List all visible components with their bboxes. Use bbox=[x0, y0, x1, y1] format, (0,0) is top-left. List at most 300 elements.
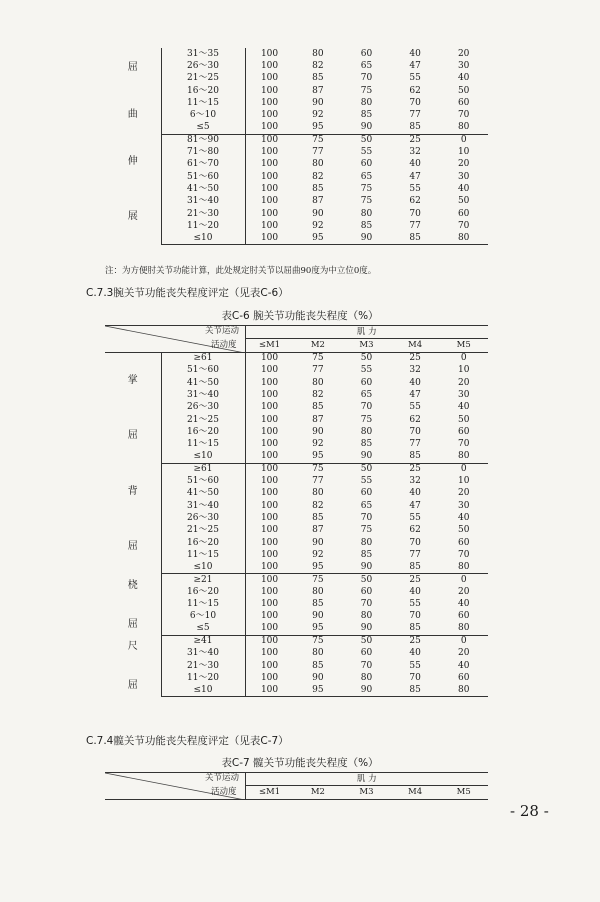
range-cell: 26～30 bbox=[161, 512, 245, 524]
value-cell: 60 bbox=[457, 208, 470, 219]
value-cell: 0 bbox=[460, 134, 467, 145]
table-row bbox=[105, 549, 488, 561]
elbow-function-table-continued bbox=[105, 48, 488, 245]
value-cell: 77 bbox=[409, 220, 421, 231]
range-cell: 61～70 bbox=[161, 159, 245, 171]
header-grade: M3 bbox=[342, 786, 391, 800]
range-cell: ≤10 bbox=[161, 232, 245, 244]
range-cell: ≤10 bbox=[161, 451, 245, 463]
table-row bbox=[105, 85, 488, 97]
value-cell: 100 bbox=[260, 171, 279, 182]
value-cell: 100 bbox=[260, 159, 279, 170]
value-cell: 80 bbox=[439, 623, 488, 635]
value-cell: 100 bbox=[260, 464, 279, 475]
value-cell: 50 bbox=[457, 196, 470, 207]
value-cell: 25 bbox=[409, 464, 421, 475]
value-cell: 70 bbox=[360, 599, 373, 610]
value-cell: 60 bbox=[457, 611, 470, 622]
value-cell: 60 bbox=[360, 377, 373, 388]
value-cell: 95 bbox=[294, 232, 343, 244]
value-cell: 40 bbox=[409, 586, 421, 597]
value-cell: 55 bbox=[360, 476, 373, 487]
value-cell: 20 bbox=[457, 488, 470, 499]
value-cell: 90 bbox=[342, 232, 391, 244]
value-cell: 20 bbox=[457, 159, 470, 170]
table-row bbox=[105, 414, 488, 426]
header-grade: ≤M1 bbox=[245, 339, 294, 353]
value-cell: 80 bbox=[360, 97, 373, 108]
motion-label bbox=[105, 463, 161, 574]
table-row bbox=[105, 672, 488, 684]
value-cell: 50 bbox=[360, 636, 373, 647]
value-cell: 65 bbox=[360, 390, 373, 401]
value-cell: 100 bbox=[260, 402, 279, 413]
value-cell: 82 bbox=[312, 390, 324, 401]
value-cell: 100 bbox=[260, 183, 279, 194]
table-row bbox=[105, 73, 488, 85]
page-number: - 28 - bbox=[510, 802, 549, 820]
value-cell: 75 bbox=[360, 414, 373, 425]
value-cell: 70 bbox=[360, 660, 373, 671]
value-cell: 87 bbox=[312, 196, 324, 207]
table-row bbox=[105, 598, 488, 610]
value-cell: 60 bbox=[457, 672, 470, 683]
section-heading-c74: C.7.4髋关节功能丧失程度评定（见表C-7） bbox=[86, 735, 289, 747]
range-cell: ≤10 bbox=[161, 685, 245, 697]
table-row bbox=[105, 525, 488, 537]
value-cell: 100 bbox=[260, 439, 279, 450]
range-cell: 41～50 bbox=[161, 183, 245, 195]
value-cell: 40 bbox=[457, 513, 470, 523]
value-cell: 85 bbox=[312, 73, 324, 84]
value-cell: 70 bbox=[409, 97, 421, 108]
value-cell: 100 bbox=[260, 636, 279, 647]
range-cell: 26～30 bbox=[161, 60, 245, 72]
range-cell: ≥41 bbox=[161, 635, 245, 647]
value-cell: 25 bbox=[409, 134, 421, 145]
header-grade: M4 bbox=[391, 339, 440, 353]
value-cell: 80 bbox=[312, 648, 324, 659]
value-cell: 90 bbox=[312, 426, 324, 437]
table-row bbox=[105, 196, 488, 208]
value-cell: 100 bbox=[260, 537, 279, 548]
header-range: 活动度 bbox=[211, 340, 237, 350]
header-grade: M5 bbox=[439, 339, 488, 353]
value-cell: 100 bbox=[260, 353, 279, 364]
value-cell: 62 bbox=[409, 525, 421, 536]
table-row bbox=[105, 512, 488, 524]
value-cell: 40 bbox=[457, 599, 470, 610]
value-cell: 100 bbox=[260, 134, 279, 145]
value-cell: 70 bbox=[409, 208, 421, 219]
motion-char: 屈 bbox=[127, 618, 138, 630]
value-cell: 90 bbox=[312, 208, 324, 219]
value-cell: 100 bbox=[260, 196, 279, 207]
value-cell: 100 bbox=[245, 451, 294, 463]
table-row bbox=[105, 146, 488, 158]
range-cell: 16～20 bbox=[161, 426, 245, 438]
table-row bbox=[105, 562, 488, 574]
motion-label bbox=[105, 48, 161, 134]
range-cell: 51～60 bbox=[161, 171, 245, 183]
value-cell: 100 bbox=[260, 660, 279, 671]
value-cell: 50 bbox=[360, 464, 373, 475]
value-cell: 77 bbox=[409, 110, 421, 121]
value-cell: 70 bbox=[409, 426, 421, 437]
value-cell: 75 bbox=[312, 353, 324, 364]
value-cell: 100 bbox=[260, 599, 279, 610]
value-cell: 32 bbox=[409, 476, 421, 487]
value-cell: 100 bbox=[260, 414, 279, 425]
range-cell: 16～20 bbox=[161, 85, 245, 97]
motion-char: 屈 bbox=[127, 680, 138, 692]
value-cell: 60 bbox=[360, 159, 373, 170]
value-cell: 77 bbox=[409, 439, 421, 450]
value-cell: 85 bbox=[312, 513, 324, 523]
value-cell: 70 bbox=[409, 537, 421, 548]
value-cell: 75 bbox=[360, 196, 373, 207]
value-cell: 25 bbox=[409, 636, 421, 647]
value-cell: 80 bbox=[360, 426, 373, 437]
table-row bbox=[105, 475, 488, 487]
value-cell: 0 bbox=[460, 574, 467, 585]
value-cell: 70 bbox=[409, 672, 421, 683]
value-cell: 62 bbox=[409, 85, 421, 96]
value-cell: 55 bbox=[360, 147, 373, 158]
value-cell: 92 bbox=[312, 549, 324, 560]
value-cell: 0 bbox=[460, 636, 467, 647]
value-cell: 100 bbox=[260, 488, 279, 499]
value-cell: 65 bbox=[360, 171, 373, 182]
table-row bbox=[105, 220, 488, 232]
value-cell: 60 bbox=[457, 97, 470, 108]
value-cell: 77 bbox=[312, 365, 324, 376]
table-row bbox=[105, 183, 488, 195]
range-cell: 51～60 bbox=[161, 475, 245, 487]
header-diagonal-cell bbox=[105, 773, 245, 800]
value-cell: 40 bbox=[409, 48, 421, 59]
table-caption-c6: 表C-6 腕关节功能丧失程度（%） bbox=[221, 310, 379, 322]
range-cell: 31～40 bbox=[161, 196, 245, 208]
value-cell: 90 bbox=[312, 611, 324, 622]
range-cell: ≥61 bbox=[161, 463, 245, 475]
table-note: 注：为方便肘关节功能计算，此处规定肘关节以屈曲90度为中立位0度。 bbox=[105, 266, 377, 276]
value-cell: 87 bbox=[312, 414, 324, 425]
table-row bbox=[105, 586, 488, 598]
range-cell: 21～25 bbox=[161, 73, 245, 85]
value-cell: 55 bbox=[409, 402, 421, 413]
value-cell: 85 bbox=[391, 122, 440, 134]
value-cell: 85 bbox=[360, 110, 373, 121]
value-cell: 70 bbox=[457, 110, 470, 121]
motion-char: 尺 bbox=[127, 641, 138, 653]
table-row bbox=[105, 660, 488, 672]
value-cell: 80 bbox=[439, 685, 488, 697]
value-cell: 80 bbox=[360, 537, 373, 548]
value-cell: 65 bbox=[360, 60, 373, 71]
value-cell: 0 bbox=[460, 464, 467, 475]
range-cell: 31～35 bbox=[161, 48, 245, 60]
range-cell: 21～25 bbox=[161, 525, 245, 537]
value-cell: 55 bbox=[409, 660, 421, 671]
value-cell: 80 bbox=[439, 562, 488, 574]
value-cell: 40 bbox=[457, 402, 470, 413]
value-cell: 100 bbox=[260, 426, 279, 437]
table-row bbox=[105, 48, 488, 60]
value-cell: 100 bbox=[260, 97, 279, 108]
motion-char: 屈 bbox=[127, 540, 138, 552]
value-cell: 50 bbox=[457, 525, 470, 536]
value-cell: 82 bbox=[312, 60, 324, 71]
value-cell: 100 bbox=[245, 562, 294, 574]
table-row bbox=[105, 353, 488, 365]
value-cell: 100 bbox=[260, 549, 279, 560]
table-row bbox=[105, 232, 488, 244]
value-cell: 40 bbox=[409, 488, 421, 499]
value-cell: 50 bbox=[457, 414, 470, 425]
range-cell: 11～15 bbox=[161, 598, 245, 610]
value-cell: 100 bbox=[260, 48, 279, 59]
table-row bbox=[105, 426, 488, 438]
value-cell: 80 bbox=[439, 122, 488, 134]
value-cell: 10 bbox=[457, 365, 470, 376]
value-cell: 20 bbox=[457, 586, 470, 597]
table-row bbox=[105, 500, 488, 512]
value-cell: 100 bbox=[260, 85, 279, 96]
value-cell: 85 bbox=[391, 562, 440, 574]
table-row bbox=[105, 122, 488, 134]
hip-function-table bbox=[105, 772, 488, 800]
value-cell: 100 bbox=[260, 147, 279, 158]
table-row bbox=[105, 623, 488, 635]
value-cell: 55 bbox=[360, 365, 373, 376]
value-cell: 90 bbox=[312, 672, 324, 683]
value-cell: 95 bbox=[294, 451, 343, 463]
value-cell: 32 bbox=[409, 147, 421, 158]
value-cell: 75 bbox=[360, 183, 373, 194]
motion-label bbox=[105, 635, 161, 696]
motion-label bbox=[105, 134, 161, 245]
value-cell: 100 bbox=[260, 73, 279, 84]
range-cell: 21～25 bbox=[161, 414, 245, 426]
range-cell: 11～20 bbox=[161, 672, 245, 684]
value-cell: 100 bbox=[260, 525, 279, 536]
table-row bbox=[105, 574, 488, 586]
value-cell: 20 bbox=[457, 648, 470, 659]
header-grade: M5 bbox=[439, 786, 488, 800]
value-cell: 80 bbox=[312, 48, 324, 59]
range-cell: 6～10 bbox=[161, 611, 245, 623]
value-cell: 80 bbox=[360, 611, 373, 622]
range-cell: ≤5 bbox=[161, 623, 245, 635]
value-cell: 70 bbox=[457, 549, 470, 560]
value-cell: 75 bbox=[312, 134, 324, 145]
value-cell: 80 bbox=[360, 208, 373, 219]
value-cell: 62 bbox=[409, 414, 421, 425]
value-cell: 10 bbox=[457, 147, 470, 158]
value-cell: 87 bbox=[312, 525, 324, 536]
value-cell: 95 bbox=[294, 685, 343, 697]
header-muscle-strength: 肌 力 bbox=[245, 773, 488, 786]
range-cell: ≥61 bbox=[161, 353, 245, 365]
range-cell: ≤10 bbox=[161, 562, 245, 574]
range-cell: ≥21 bbox=[161, 574, 245, 586]
value-cell: 90 bbox=[342, 623, 391, 635]
value-cell: 100 bbox=[260, 377, 279, 388]
value-cell: 85 bbox=[312, 402, 324, 413]
value-cell: 100 bbox=[260, 110, 279, 121]
value-cell: 70 bbox=[360, 402, 373, 413]
header-grade: M4 bbox=[391, 786, 440, 800]
motion-label bbox=[105, 574, 161, 635]
range-cell: 16～20 bbox=[161, 537, 245, 549]
value-cell: 50 bbox=[360, 353, 373, 364]
value-cell: 90 bbox=[312, 537, 324, 548]
motion-char: 屈 bbox=[127, 430, 138, 442]
value-cell: 62 bbox=[409, 196, 421, 207]
value-cell: 80 bbox=[312, 488, 324, 499]
value-cell: 100 bbox=[260, 574, 279, 585]
range-cell: 21～30 bbox=[161, 208, 245, 220]
value-cell: 90 bbox=[342, 685, 391, 697]
value-cell: 100 bbox=[245, 685, 294, 697]
value-cell: 85 bbox=[391, 451, 440, 463]
range-cell: 11～20 bbox=[161, 220, 245, 232]
value-cell: 47 bbox=[409, 171, 421, 182]
value-cell: 0 bbox=[460, 353, 467, 364]
motion-char: 掌 bbox=[127, 375, 138, 387]
header-joint-motion: 关节运动 bbox=[205, 326, 240, 336]
range-cell: 11～15 bbox=[161, 97, 245, 109]
value-cell: 95 bbox=[294, 623, 343, 635]
value-cell: 80 bbox=[439, 232, 488, 244]
header-muscle-strength: 肌 力 bbox=[245, 326, 488, 339]
value-cell: 60 bbox=[360, 648, 373, 659]
value-cell: 70 bbox=[409, 611, 421, 622]
value-cell: 75 bbox=[360, 85, 373, 96]
range-cell: 11～15 bbox=[161, 549, 245, 561]
value-cell: 70 bbox=[360, 513, 373, 523]
value-cell: 55 bbox=[409, 73, 421, 84]
value-cell: 100 bbox=[260, 60, 279, 71]
value-cell: 50 bbox=[360, 574, 373, 585]
motion-char: 伸 bbox=[127, 156, 138, 168]
value-cell: 92 bbox=[312, 220, 324, 231]
value-cell: 100 bbox=[245, 623, 294, 635]
range-cell: 26～30 bbox=[161, 402, 245, 414]
value-cell: 100 bbox=[260, 220, 279, 231]
value-cell: 40 bbox=[457, 660, 470, 671]
range-cell: 6～10 bbox=[161, 109, 245, 121]
header-joint-motion: 关节运动 bbox=[205, 773, 240, 783]
value-cell: 100 bbox=[260, 390, 279, 401]
value-cell: 100 bbox=[260, 500, 279, 511]
table-row bbox=[105, 109, 488, 121]
value-cell: 87 bbox=[312, 85, 324, 96]
value-cell: 75 bbox=[312, 636, 324, 647]
value-cell: 100 bbox=[260, 365, 279, 376]
value-cell: 100 bbox=[260, 208, 279, 219]
table-row bbox=[105, 439, 488, 451]
value-cell: 85 bbox=[360, 220, 373, 231]
value-cell: 77 bbox=[312, 476, 324, 487]
motion-char: 桡 bbox=[127, 579, 138, 591]
value-cell: 70 bbox=[360, 73, 373, 84]
value-cell: 80 bbox=[360, 672, 373, 683]
range-cell: 71～80 bbox=[161, 146, 245, 158]
table-row bbox=[105, 377, 488, 389]
value-cell: 55 bbox=[409, 599, 421, 610]
value-cell: 47 bbox=[409, 60, 421, 71]
value-cell: 70 bbox=[457, 439, 470, 450]
value-cell: 30 bbox=[457, 500, 470, 511]
range-cell: 16～20 bbox=[161, 586, 245, 598]
value-cell: 100 bbox=[260, 513, 279, 523]
value-cell: 90 bbox=[312, 97, 324, 108]
table-row bbox=[105, 488, 488, 500]
value-cell: 95 bbox=[294, 562, 343, 574]
value-cell: 30 bbox=[457, 390, 470, 401]
motion-char: 曲 bbox=[127, 109, 138, 121]
value-cell: 80 bbox=[312, 586, 324, 597]
table-row bbox=[105, 537, 488, 549]
value-cell: 55 bbox=[409, 513, 421, 523]
value-cell: 75 bbox=[312, 574, 324, 585]
value-cell: 47 bbox=[409, 390, 421, 401]
range-cell: ≤5 bbox=[161, 122, 245, 134]
value-cell: 40 bbox=[409, 648, 421, 659]
value-cell: 25 bbox=[409, 574, 421, 585]
value-cell: 75 bbox=[360, 525, 373, 536]
table-row bbox=[105, 389, 488, 401]
motion-char: 背 bbox=[127, 485, 138, 497]
value-cell: 20 bbox=[457, 48, 470, 59]
value-cell: 60 bbox=[457, 426, 470, 437]
table-row bbox=[105, 635, 488, 647]
value-cell: 100 bbox=[260, 611, 279, 622]
value-cell: 20 bbox=[457, 377, 470, 388]
header-range: 活动度 bbox=[211, 787, 237, 797]
table-row bbox=[105, 97, 488, 109]
value-cell: 100 bbox=[260, 672, 279, 683]
value-cell: 30 bbox=[457, 60, 470, 71]
value-cell: 90 bbox=[342, 562, 391, 574]
value-cell: 85 bbox=[391, 232, 440, 244]
range-cell: 11～15 bbox=[161, 439, 245, 451]
value-cell: 100 bbox=[245, 122, 294, 134]
range-cell: 31～40 bbox=[161, 648, 245, 660]
header-diagonal-cell bbox=[105, 326, 245, 353]
value-cell: 85 bbox=[312, 660, 324, 671]
range-cell: 41～50 bbox=[161, 488, 245, 500]
table-caption-c7: 表C-7 髋关节功能丧失程度（%） bbox=[221, 757, 379, 769]
wrist-function-table bbox=[105, 325, 488, 697]
value-cell: 60 bbox=[457, 537, 470, 548]
value-cell: 85 bbox=[360, 549, 373, 560]
value-cell: 80 bbox=[312, 377, 324, 388]
header-grade: M2 bbox=[294, 339, 343, 353]
value-cell: 60 bbox=[360, 586, 373, 597]
table-row bbox=[105, 208, 488, 220]
value-cell: 77 bbox=[312, 147, 324, 158]
value-cell: 32 bbox=[409, 365, 421, 376]
value-cell: 82 bbox=[312, 500, 324, 511]
header-grade: M2 bbox=[294, 786, 343, 800]
value-cell: 85 bbox=[391, 623, 440, 635]
value-cell: 92 bbox=[312, 110, 324, 121]
table-row bbox=[105, 402, 488, 414]
value-cell: 85 bbox=[360, 439, 373, 450]
